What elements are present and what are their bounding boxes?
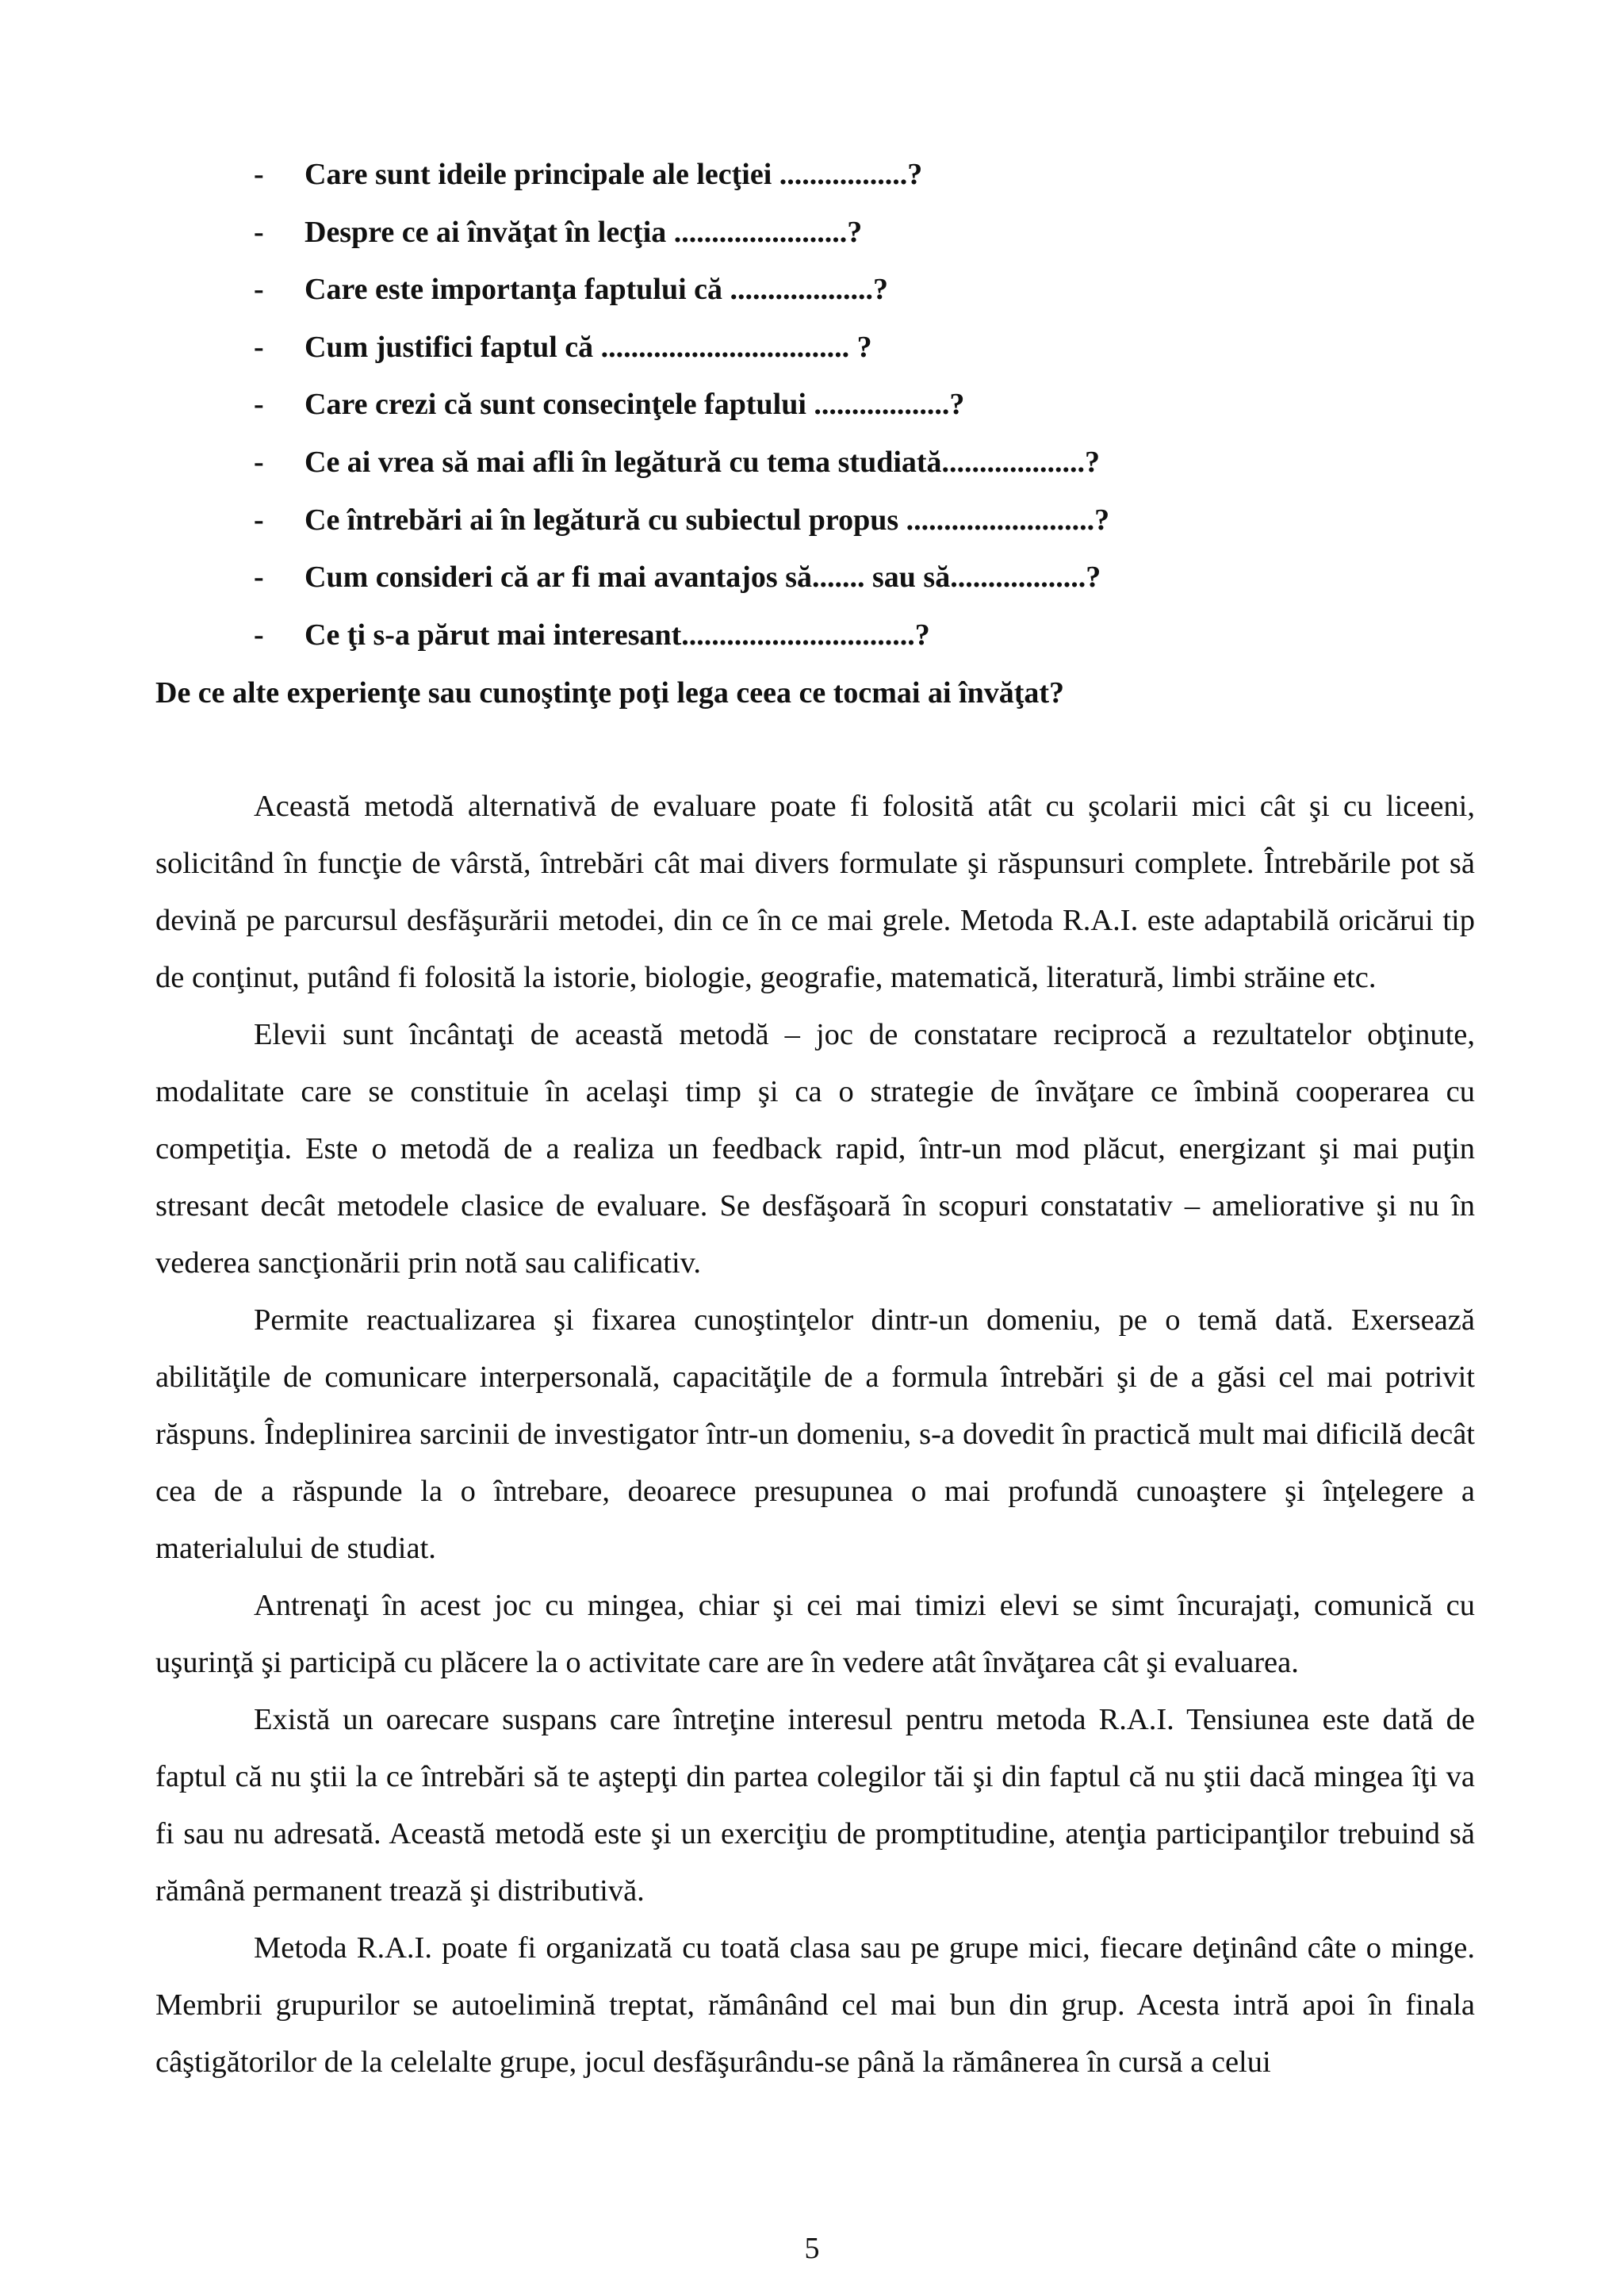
- question-text: Ce ai vrea să mai afli în legătură cu tema studiată...................?: [304, 445, 1101, 479]
- question-list: [254, 155, 1443, 673]
- question-item: [254, 213, 1443, 271]
- list-dash: -: [254, 618, 264, 652]
- list-dash: -: [254, 273, 264, 307]
- paragraph: Există un oarecare suspans care întreţine interesul pentru metoda R.A.I. Tensiunea este dată de faptul că nu ştii la ce întrebări să te aştepţi din partea colegilor tăi şi din faptul că nu ştii dacă mingea îţi va fi sau nu adresată. Această metodă este şi un exerciţiu de promptitudine, atenţia participanţilor trebuind să rămână permanent trează şi distributivă.: [155, 1703, 1475, 1908]
- paragraph: Permite reactualizarea şi fixarea cunoştinţelor dintr-un domeniu, pe o temă dată. Exersează abilităţile de comunicare interpersonală, capacităţile de a formula întrebări şi de a găsi cel mai potrivit răspuns. Îndeplinirea sarcinii de investigator într-un domeniu, s-a dovedit în practică mult mai dificilă decât cea de a răspunde la o întrebare, deoarece presupunea o mai profundă cunoaştere şi înţelegere a materialului de studiat.: [155, 1303, 1475, 1565]
- question-text: Care sunt ideile principale ale lecţiei .................?: [304, 158, 923, 191]
- paragraph: Această metodă alternativă de evaluare poate fi folosită atât cu şcolarii mici cât şi cu liceeni, solicitând în funcţie de vârstă, întrebări cât mai divers formulate şi răspunsuri complete. Întrebările pot să devină pe parcursul desfăşurării metodei, din ce în ce mai grele. Metoda R.A.I. este adaptabilă oricărui tip de conţinut, putând fi folosită la istorie, biologie, geografie, matematică, literatură, limbi străine etc.: [155, 790, 1475, 994]
- list-dash: -: [254, 158, 264, 191]
- question-text: Despre ce ai învăţat în lecţia .......................?: [304, 215, 863, 249]
- question-text: Cum justifici faptul că ................................. ?: [304, 330, 872, 364]
- list-dash: -: [254, 445, 264, 479]
- list-dash: -: [254, 388, 264, 422]
- paragraph: Elevii sunt încântaţi de această metodă – joc de constatare reciprocă a rezultatelor obţinute, modalitate care se constituie în acelaşi timp şi ca o strategie de învăţare ce îmbină cooperarea cu competiţia. Este o metodă de a realiza un feedback rapid, într-un mod plăcut, energizant şi mai puţin stresant decât metodele clasice de evaluare. Se desfăşoară în scopuri constatativ – ameliorative şi nu în vederea sancţionării prin notă sau calificativ.: [155, 1018, 1475, 1280]
- body-text: [155, 778, 1475, 2091]
- question-item: [254, 616, 1443, 674]
- list-dash: -: [254, 503, 264, 537]
- question-item: [254, 328, 1443, 386]
- question-item: [254, 501, 1443, 559]
- list-dash: -: [254, 215, 264, 249]
- question-item: [254, 155, 1443, 213]
- question-item: [254, 443, 1443, 501]
- paragraph: Metoda R.A.I. poate fi organizată cu toată clasa sau pe grupe mici, fiecare deţinând câte o minge. Membrii grupurilor se autoelimină treptat, rămânând cel mai bun din grup. Acesta intră apoi în finala câştigătorilor de la celelalte grupe, jocul desfăşurându-se până la rămânerea în cursă a celui: [155, 1931, 1475, 2079]
- page-number: 5: [804, 2232, 820, 2265]
- question-text: Care este importanţa faptului că ...................?: [304, 273, 889, 307]
- question-text: Cum consideri că ar fi mai avantajos să....... sau să..................?: [304, 561, 1101, 595]
- list-dash: -: [254, 330, 264, 364]
- final-question: De ce alte experienţe sau cunoştinţe poţi lega ceea ce tocmai ai învăţat?: [155, 676, 1065, 710]
- paragraph: Antrenaţi în acest joc cu mingea, chiar şi cei mai timizi elevi se simt încurajaţi, comunică cu uşurinţă şi participă cu plăcere la o activitate care are în vedere atât învăţarea cât şi evaluarea.: [155, 1589, 1475, 1679]
- question-text: Ce întrebări ai în legătură cu subiectul propus .........................?: [304, 503, 1110, 537]
- question-item: [254, 385, 1443, 443]
- list-dash: -: [254, 561, 264, 595]
- question-item: [254, 558, 1443, 616]
- question-text: Care crezi că sunt consecinţele faptului ..................?: [304, 388, 965, 422]
- question-item: [254, 270, 1443, 328]
- question-text: Ce ţi s-a părut mai interesant...............................?: [304, 618, 930, 652]
